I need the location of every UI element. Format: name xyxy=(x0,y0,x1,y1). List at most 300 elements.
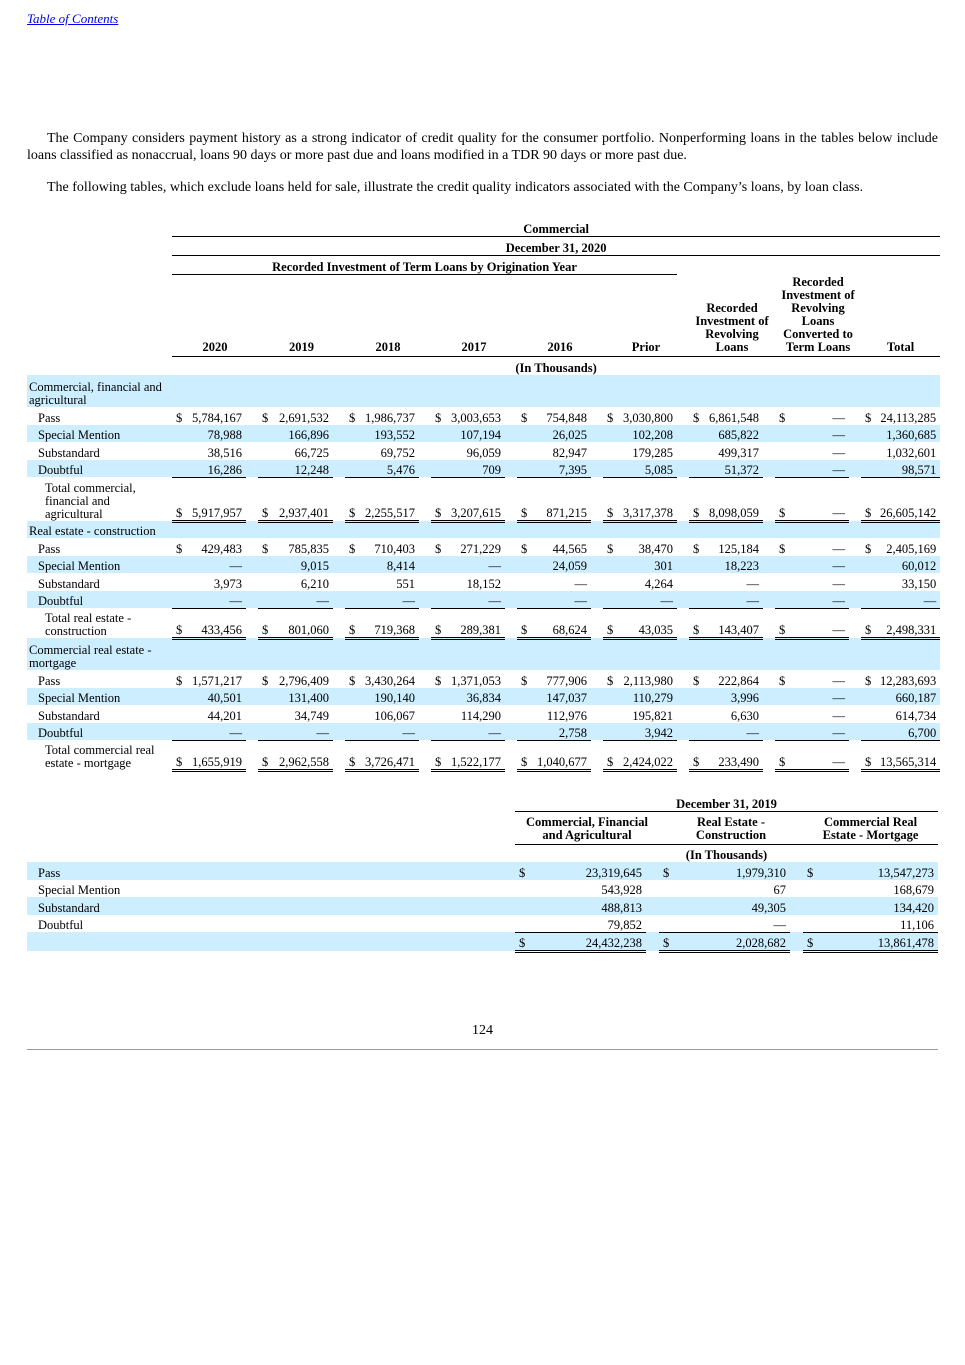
table-cell: 685,822 xyxy=(702,425,763,443)
table-cell: 16,286 xyxy=(185,460,246,478)
currency-symbol xyxy=(775,573,788,591)
currency-symbol xyxy=(517,723,530,741)
table-row xyxy=(27,460,940,478)
currency-symbol: $ xyxy=(693,541,700,556)
table-cell: 3,430,264 xyxy=(365,673,415,688)
currency-symbol xyxy=(517,460,530,478)
currency-symbol xyxy=(861,425,874,443)
table-cell: 222,864 xyxy=(718,673,759,688)
table-cell: 43,035 xyxy=(616,608,677,638)
table-cell: 44,201 xyxy=(207,708,242,723)
currency-symbol: $ xyxy=(262,541,269,556)
column-header: Commercial Real Estate - Mortgage xyxy=(803,811,938,844)
table-cell: 166,896 xyxy=(271,425,333,443)
table-cell: 429,483 xyxy=(201,541,242,556)
currency-symbol: $ xyxy=(603,740,616,770)
currency-symbol: $ xyxy=(607,410,614,425)
currency-symbol: $ xyxy=(517,740,530,770)
table-cell: 233,490 xyxy=(702,740,763,770)
table-cell: 5,784,167 xyxy=(192,410,242,425)
currency-symbol xyxy=(517,688,530,706)
currency-symbol xyxy=(603,591,616,609)
currency-symbol: $ xyxy=(345,740,358,770)
currency-symbol xyxy=(517,442,530,460)
table-cell: 114,290 xyxy=(460,708,501,723)
currency-symbol xyxy=(689,442,702,460)
currency-symbol xyxy=(775,591,788,609)
currency-symbol: $ xyxy=(861,608,874,638)
table-cell: 36,834 xyxy=(444,688,505,706)
currency-symbol xyxy=(659,880,672,898)
paragraph-text: The Company considers payment history as a strong indicator of credit quality for the consumer portfolio. Nonperforming loans in the tables below include loans classified as nonaccrual, loans 90 days or more past due and loans modified in a TDR 90 days or more past due. xyxy=(27,131,938,163)
table-row xyxy=(27,880,938,898)
table-cell: 2,758 xyxy=(530,723,591,741)
currency-symbol: $ xyxy=(517,608,530,638)
table-cell: 614,734 xyxy=(895,708,937,723)
currency-symbol xyxy=(345,460,358,478)
column-header: Prior xyxy=(603,274,689,356)
table-cell: — xyxy=(788,425,849,443)
currency-symbol xyxy=(431,442,444,460)
table-cell: — xyxy=(746,576,759,591)
table-cell: 24,113,285 xyxy=(880,410,937,425)
table-cell: 3,207,615 xyxy=(444,477,505,521)
table-cell: 13,861,478 xyxy=(816,932,938,951)
currency-symbol: $ xyxy=(803,862,816,880)
currency-symbol xyxy=(172,425,185,443)
table-cell: 871,215 xyxy=(530,477,591,521)
currency-symbol xyxy=(603,573,616,591)
row-label: Doubtful xyxy=(38,918,84,932)
currency-symbol: $ xyxy=(435,673,442,688)
table-title: Commercial xyxy=(172,218,940,236)
currency-symbol: $ xyxy=(431,740,444,770)
currency-symbol xyxy=(517,556,530,574)
currency-symbol: $ xyxy=(176,541,183,556)
table-cell: 2,405,169 xyxy=(886,541,937,556)
table-cell: 3,726,471 xyxy=(358,740,419,770)
row-label: Substandard xyxy=(38,576,100,591)
currency-symbol xyxy=(172,688,185,706)
table-cell: 11,106 xyxy=(816,915,938,933)
table-cell: — xyxy=(832,708,845,723)
section-header-row xyxy=(27,638,940,670)
section-label: Commercial real estate - mortgage xyxy=(27,638,172,670)
table-cell: 33,150 xyxy=(901,576,937,591)
table-cell: 499,317 xyxy=(718,445,759,460)
row-label: Pass xyxy=(27,862,515,880)
table-cell: 67 xyxy=(773,883,786,897)
table-cell: 719,368 xyxy=(358,608,419,638)
table-row xyxy=(27,915,938,933)
currency-symbol: $ xyxy=(865,673,872,688)
currency-symbol xyxy=(689,705,702,723)
table-cell: 1,979,310 xyxy=(672,862,790,880)
commercial-credit-quality-table-2019 xyxy=(27,793,938,953)
table-cell: 3,996 xyxy=(702,688,763,706)
currency-symbol xyxy=(172,556,185,574)
table-cell: 24,432,238 xyxy=(528,932,646,951)
currency-symbol: $ xyxy=(349,673,356,688)
table-cell: 23,319,645 xyxy=(528,862,646,880)
table-cell: 3,942 xyxy=(616,723,677,741)
table-cell: 12,283,693 xyxy=(879,673,937,688)
row-label: Special Mention xyxy=(27,425,172,443)
currency-symbol: $ xyxy=(659,932,672,951)
table-cell: 51,372 xyxy=(702,460,763,478)
currency-symbol xyxy=(431,425,444,443)
table-cell: — xyxy=(358,591,419,609)
currency-symbol xyxy=(515,897,528,915)
table-cell: 125,184 xyxy=(718,541,759,556)
row-label: Pass xyxy=(38,673,61,688)
table-of-contents-link[interactable]: Table of Contents xyxy=(27,11,119,26)
currency-symbol xyxy=(775,425,788,443)
table-cell: 785,835 xyxy=(288,541,329,556)
table-cell: 1,032,601 xyxy=(886,445,937,460)
table-cell: 98,571 xyxy=(874,460,940,478)
currency-symbol: $ xyxy=(435,541,442,556)
currency-symbol: $ xyxy=(689,608,702,638)
currency-symbol xyxy=(517,591,530,609)
table-cell: — xyxy=(530,591,591,609)
currency-symbol xyxy=(659,915,672,933)
table-cell: 5,085 xyxy=(616,460,677,478)
row-label: Special Mention xyxy=(27,688,172,706)
currency-symbol xyxy=(861,460,874,478)
table-cell: 34,749 xyxy=(294,708,329,723)
paragraph-credit-quality xyxy=(27,130,938,164)
table-cell: — xyxy=(788,460,849,478)
currency-symbol: $ xyxy=(521,410,528,425)
currency-symbol: $ xyxy=(779,541,786,556)
currency-symbol xyxy=(431,705,444,723)
table-cell: 301 xyxy=(616,556,677,574)
table-cell: — xyxy=(444,591,505,609)
currency-symbol xyxy=(603,460,616,478)
table-cell: 5,917,957 xyxy=(185,477,246,521)
table-cell: — xyxy=(788,688,849,706)
currency-symbol xyxy=(775,442,788,460)
table-cell: 66,725 xyxy=(294,445,329,460)
table-cell: — xyxy=(832,410,845,425)
currency-symbol xyxy=(172,460,185,478)
row-label: Substandard xyxy=(38,445,100,460)
table-cell: 1,986,737 xyxy=(365,410,415,425)
currency-symbol xyxy=(775,556,788,574)
total-row xyxy=(27,740,940,770)
section-label: Real estate - construction xyxy=(27,521,172,538)
currency-symbol xyxy=(431,556,444,574)
table-cell: 78,988 xyxy=(185,425,246,443)
total-row xyxy=(27,608,940,638)
table-cell: 131,400 xyxy=(271,688,333,706)
currency-symbol: $ xyxy=(689,740,702,770)
currency-symbol: $ xyxy=(172,740,185,770)
row-label: Doubtful xyxy=(27,723,172,741)
table-cell: 106,067 xyxy=(374,708,415,723)
table-cell: 68,624 xyxy=(530,608,591,638)
column-header: Real Estate - Construction xyxy=(659,811,803,844)
currency-symbol: $ xyxy=(603,608,616,638)
currency-symbol xyxy=(345,688,358,706)
table-cell: — xyxy=(185,556,246,574)
table-cell: 3,973 xyxy=(213,576,242,591)
currency-symbol xyxy=(803,897,816,915)
currency-symbol: $ xyxy=(693,673,700,688)
currency-symbol xyxy=(603,723,616,741)
currency-symbol: $ xyxy=(521,541,528,556)
currency-symbol xyxy=(689,591,702,609)
table-cell: 107,194 xyxy=(444,425,505,443)
currency-symbol: $ xyxy=(517,477,530,521)
row-label: Substandard xyxy=(38,708,100,723)
table-cell: 13,547,273 xyxy=(816,862,938,880)
currency-symbol xyxy=(515,880,528,898)
table-row xyxy=(27,573,940,591)
table-cell: — xyxy=(788,591,849,609)
table-cell: 24,059 xyxy=(530,556,591,574)
currency-symbol: $ xyxy=(861,740,874,770)
currency-symbol: $ xyxy=(349,410,356,425)
table-cell: 2,796,409 xyxy=(279,673,329,688)
table-cell: 1,522,177 xyxy=(444,740,505,770)
currency-symbol xyxy=(431,460,444,478)
currency-symbol xyxy=(515,915,528,933)
table-cell: — xyxy=(271,723,333,741)
table-cell: 1,360,685 xyxy=(874,425,940,443)
currency-symbol: $ xyxy=(861,477,874,521)
currency-symbol xyxy=(517,705,530,723)
table-cell: 1,571,217 xyxy=(192,673,242,688)
table-cell: — xyxy=(271,591,333,609)
table-cell: 18,223 xyxy=(702,556,763,574)
currency-symbol xyxy=(431,591,444,609)
table-cell: — xyxy=(788,477,849,521)
commercial-credit-quality-table-2020 xyxy=(27,218,940,772)
table-cell: 40,501 xyxy=(185,688,246,706)
currency-symbol xyxy=(861,573,874,591)
total-label: Total real estate - construction xyxy=(45,611,132,638)
currency-symbol xyxy=(258,573,271,591)
table-cell: 801,060 xyxy=(271,608,333,638)
table-cell: 69,752 xyxy=(380,445,415,460)
table-cell: 2,691,532 xyxy=(279,410,329,425)
column-header: 2019 xyxy=(258,274,345,356)
table-cell: — xyxy=(788,608,849,638)
currency-symbol xyxy=(258,556,271,574)
table-cell: 168,679 xyxy=(893,883,935,897)
currency-symbol: $ xyxy=(172,477,185,521)
table-cell: 433,456 xyxy=(185,608,246,638)
table-row xyxy=(27,591,940,609)
currency-symbol xyxy=(258,705,271,723)
table-cell: 8,414 xyxy=(358,556,419,574)
table-cell: — xyxy=(358,723,419,741)
paragraph-text: The following tables, which exclude loans held for sale, illustrate the credit quality indicators associated with the Company’s loans, by loan class. xyxy=(47,180,864,195)
section-header-row xyxy=(27,521,940,538)
column-header: 2016 xyxy=(517,274,603,356)
currency-symbol xyxy=(775,723,788,741)
table-cell: 79,852 xyxy=(528,915,646,933)
currency-symbol: $ xyxy=(607,673,614,688)
table-row xyxy=(27,670,940,688)
currency-symbol xyxy=(258,688,271,706)
currency-symbol: $ xyxy=(349,541,356,556)
currency-symbol: $ xyxy=(176,673,183,688)
table-cell: — xyxy=(832,445,845,460)
currency-symbol: $ xyxy=(172,608,185,638)
section-header-row xyxy=(27,375,940,407)
currency-symbol: $ xyxy=(775,477,788,521)
currency-symbol: $ xyxy=(607,541,614,556)
currency-symbol xyxy=(345,591,358,609)
currency-symbol xyxy=(517,573,530,591)
currency-symbol xyxy=(603,556,616,574)
table-row xyxy=(27,425,940,443)
column-header: Commercial, Financial and Agricultural xyxy=(515,811,659,844)
table-cell: 488,813 xyxy=(528,897,646,915)
currency-symbol xyxy=(431,573,444,591)
table-cell: 551 xyxy=(396,576,415,591)
table-cell: — xyxy=(874,591,940,609)
currency-symbol: $ xyxy=(779,673,786,688)
table-cell: 193,552 xyxy=(358,425,419,443)
table-cell: 3,030,800 xyxy=(623,410,673,425)
currency-symbol: $ xyxy=(258,477,271,521)
currency-symbol: $ xyxy=(803,932,816,951)
table-cell: — xyxy=(832,673,845,688)
table-cell: — xyxy=(702,591,763,609)
table-row xyxy=(27,688,940,706)
currency-symbol: $ xyxy=(435,410,442,425)
table-cell: 38,516 xyxy=(207,445,242,460)
table-cell: 6,700 xyxy=(874,723,940,741)
table-cell: — xyxy=(788,740,849,770)
currency-symbol xyxy=(689,425,702,443)
table-cell: 1,655,919 xyxy=(185,740,246,770)
table-row xyxy=(27,538,940,556)
total-label: Total commercial, financial and agricultural xyxy=(45,481,136,521)
currency-symbol: $ xyxy=(345,477,358,521)
table-cell: 3,317,378 xyxy=(616,477,677,521)
table-cell: 543,928 xyxy=(601,883,642,897)
currency-symbol: $ xyxy=(258,608,271,638)
currency-symbol xyxy=(689,688,702,706)
footer-divider xyxy=(27,1049,938,1050)
column-header: 2018 xyxy=(345,274,431,356)
table-cell: 13,565,314 xyxy=(874,740,940,770)
currency-symbol xyxy=(258,591,271,609)
table-row xyxy=(27,862,938,880)
table-cell: 143,407 xyxy=(702,608,763,638)
table-cell: 110,279 xyxy=(616,688,677,706)
row-label: Doubtful xyxy=(27,460,172,478)
currency-symbol xyxy=(172,573,185,591)
column-header: Total xyxy=(861,274,940,356)
currency-symbol xyxy=(603,425,616,443)
table-cell: 1,371,053 xyxy=(451,673,501,688)
currency-symbol xyxy=(861,705,874,723)
currency-symbol xyxy=(861,723,874,741)
table-cell: 102,208 xyxy=(616,425,677,443)
table-cell: 190,140 xyxy=(358,688,419,706)
currency-symbol: $ xyxy=(521,673,528,688)
table-cell: — xyxy=(574,576,587,591)
table-cell: 26,025 xyxy=(530,425,591,443)
table-row xyxy=(27,407,940,425)
table-cell: 2,028,682 xyxy=(672,932,790,951)
column-header: 2020 xyxy=(172,274,258,356)
currency-symbol xyxy=(861,688,874,706)
currency-symbol xyxy=(172,723,185,741)
table-cell: 3,003,653 xyxy=(451,410,501,425)
table-cell: 82,947 xyxy=(552,445,587,460)
table-cell: 112,976 xyxy=(546,708,587,723)
currency-symbol: $ xyxy=(258,740,271,770)
table-cell: 96,059 xyxy=(466,445,501,460)
row-label: Doubtful xyxy=(27,591,172,609)
currency-symbol xyxy=(861,442,874,460)
row-label: Special Mention xyxy=(38,883,121,897)
table-date: December 31, 2020 xyxy=(172,236,940,255)
row-label: Special Mention xyxy=(27,556,172,574)
currency-symbol: $ xyxy=(431,608,444,638)
table-cell: — xyxy=(185,591,246,609)
table-cell: 660,187 xyxy=(874,688,940,706)
currency-symbol: $ xyxy=(515,862,528,880)
row-label: Pass xyxy=(38,410,61,425)
table-cell: — xyxy=(832,541,845,556)
currency-symbol xyxy=(803,915,816,933)
currency-symbol xyxy=(659,897,672,915)
currency-symbol: $ xyxy=(603,477,616,521)
currency-symbol: $ xyxy=(775,740,788,770)
table-cell: 710,403 xyxy=(374,541,415,556)
table-cell: 289,381 xyxy=(444,608,505,638)
currency-symbol xyxy=(431,723,444,741)
currency-symbol xyxy=(603,688,616,706)
currency-symbol: $ xyxy=(865,410,872,425)
currency-symbol xyxy=(775,705,788,723)
term-loans-header: Recorded Investment of Term Loans by Origination Year xyxy=(172,255,677,274)
table-cell: 134,420 xyxy=(816,897,938,915)
table-cell: — xyxy=(672,915,790,933)
table-cell: 179,285 xyxy=(632,445,673,460)
table-cell: 8,098,059 xyxy=(702,477,763,521)
table-cell: 271,229 xyxy=(460,541,501,556)
table-cell: 5,476 xyxy=(358,460,419,478)
table-cell: 9,015 xyxy=(271,556,333,574)
table-cell: — xyxy=(788,556,849,574)
currency-symbol: $ xyxy=(176,410,183,425)
currency-symbol: $ xyxy=(262,410,269,425)
column-header: Recorded Investment of Revolving Loans Converted to Term Loans xyxy=(775,274,861,356)
table-cell: 2,424,022 xyxy=(616,740,677,770)
currency-symbol: $ xyxy=(865,541,872,556)
table-cell: 2,937,401 xyxy=(271,477,333,521)
table-cell: 4,264 xyxy=(644,576,673,591)
table-cell: — xyxy=(702,723,763,741)
table-cell: 12,248 xyxy=(271,460,333,478)
row-label: Pass xyxy=(38,541,61,556)
currency-symbol xyxy=(861,556,874,574)
currency-symbol xyxy=(258,460,271,478)
table-cell: 6,630 xyxy=(730,708,759,723)
currency-symbol xyxy=(861,591,874,609)
currency-symbol: $ xyxy=(431,477,444,521)
table-cell: 777,906 xyxy=(546,673,587,688)
